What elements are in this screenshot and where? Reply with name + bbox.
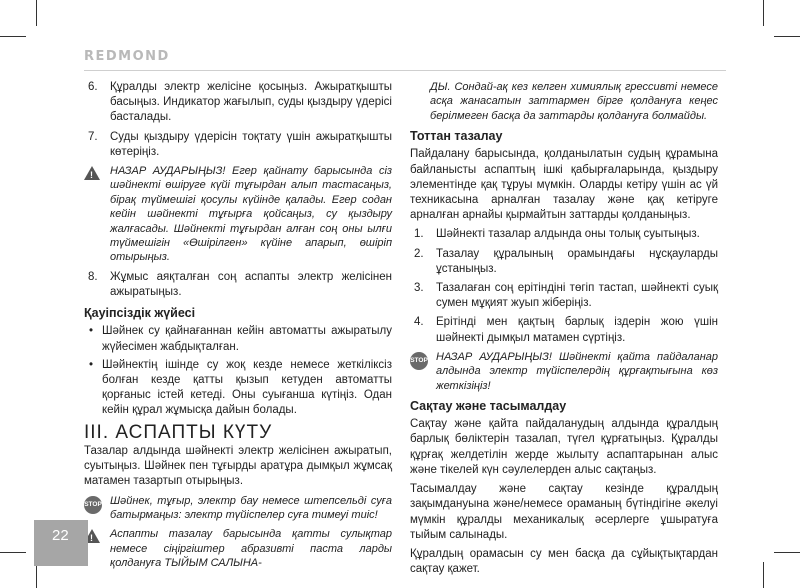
header-divider [84, 70, 726, 71]
crop-mark [36, 0, 37, 26]
right-column [410, 80, 718, 581]
stop-icon: STOP [84, 496, 102, 514]
paragraph: Тасымалдау және сақтау кезінде құралдың зақымдануына және/немесе ораманың бүтіндігіне әкелуі мүмкін құралды механикалық әсерлерге ұшыратуға тыйым салынады. [410, 483, 718, 541]
paragraph: Пайдалану барысында, қолданылатын судың құрамына байланысты аспаптың ішкі қабырғаларында, қыздыру элементінде қақ тұруы мүмкін. Оларды кетіру үшін ас үй техникасына арналған тазалау және қақ кетіруге арналған арнайы қырмайтын заттарды қолданыңыз. [410, 148, 718, 222]
list-item: 3. Тазалаған соң ерітіндіні төгіп тастап, шәйнекті суық сумен мұқият жуып жіберіңіз. [414, 282, 718, 310]
list-item: 6. Құралды электр желісіне қосыңыз. Ажыратқышты басыңыз. Индикатор жағылып, суды қыздыру үдерісі басталады. [88, 81, 392, 124]
warning-note-continued: ДЫ. Сондай-ақ кез келген химиялық грессивті немесе асқа жанасатын заттармен бірге қолдануға кеңес берілмеген басқа да заттарды қолдануға болмайды. [430, 81, 718, 122]
section-heading: Сақтау және тасымалдау [410, 399, 567, 414]
list-item: • Шәйнек су қайнағаннан кейін автоматты ажыратылу жүйесімен жабдықталған. [89, 325, 392, 353]
crop-mark [763, 0, 764, 26]
paragraph: Тазалар алдында шәйнекті электр желісінен ажыратып, суытыңыз. Шәйнек пен тұғырды аратұра дымқыл жұмсақ матамен тазартып отырыңыз. [84, 444, 392, 488]
page-number: 22 [52, 527, 69, 544]
left-column [84, 80, 392, 576]
crop-mark [774, 36, 800, 37]
chapter-title: III. АСПАПТЫ КҮТУ [84, 421, 273, 443]
list-item: 1. Шәйнекті тазалар алдында оны толық суытыңыз. [414, 228, 700, 241]
list-item: 7. Суды қыздыру үдерісін тоқтату үшін ажыратқышты көтеріңіз. [88, 130, 392, 158]
list-item: • Шәйнектің ішінде су жоқ кезде немесе жеткіліксіз болған кезде қатты қызып кетуден автоматты қорғаныс істей кетеді. Оны суығанша күтіңіз. Одан кейін құрал жұмысқа дайын болады. [89, 358, 392, 417]
brand-logo: REDMOND [84, 49, 170, 64]
list-item: 4. Ерітінді мен қақтың барлық іздерін жою үшін шәйнекті дымқыл матамен сүртіңіз. [414, 316, 718, 344]
section-heading: Тоттан тазалау [410, 129, 503, 144]
section-heading: Қауіпсіздік жүйесі [84, 306, 196, 321]
crop-mark [0, 552, 26, 553]
bullet-icon: • [89, 325, 94, 338]
list-item: 2. Тазалау құралының орамындағы нұсқауларды ұстаныңыз. [414, 247, 718, 275]
warning-triangle-icon [84, 166, 100, 180]
paragraph: Құралдың орамасын су мен басқа да сұйықтықтардан сақтау қажет. [410, 547, 718, 576]
paragraph: Сақтау және қайта пайдаланудың алдында құралдың барлық бөліктерін тазалап, түгел құрғатыңыз. Құралды құрғақ желдетілін жерде жылыту аспаптарынан алыс және тікелей күн сәулелерден алыс сақтаңыз. [410, 418, 718, 476]
crop-mark [763, 562, 764, 588]
bullet-icon: • [89, 358, 94, 371]
stop-icon: STOP [410, 352, 428, 370]
crop-mark [0, 36, 26, 37]
warning-note: ! Аспапты тазалау барысында қатты сулықтар немесе сіңіргіштер абразивті паста ларды қолдануға ТЫЙЫМ САЛЫНА- [84, 527, 392, 570]
list-item: 8. Жұмыс аяқталған соң аспапты электр желісінен ажыратыңыз. [88, 270, 392, 299]
crop-mark [774, 552, 800, 553]
stop-note: STOP Шәйнек, тұғыр, электр бау немесе штепсельді суға батырмаңыз: электр түйіспелер суға тимеуі тиіс! [84, 494, 392, 521]
stop-note: STOP НАЗАР АУДАРЫҢЫЗ! Шәйнекті қайта пайдаланар алдында электр түйіспелердің құрғақтығына көз жеткізіңіз! [410, 350, 718, 392]
warning-note: ! НАЗАР АУДАРЫҢЫЗ! Егер қайнату барысында сіз шәйнекті өшіруге күйі тұғырдан алып тастасаңыз, бірақ түймешігі қосулы күйінде қалады. Егер содан кейін шәйнекті тұғырға қойсаңыз, су қыздыру жалғасады. Шәйнекті тұғырдан алған соң оны ылғи түймешігін «Өшірілген» күйіне апарып, өшіріп отырыңыз. [84, 164, 392, 265]
page-number-tab [34, 520, 88, 566]
